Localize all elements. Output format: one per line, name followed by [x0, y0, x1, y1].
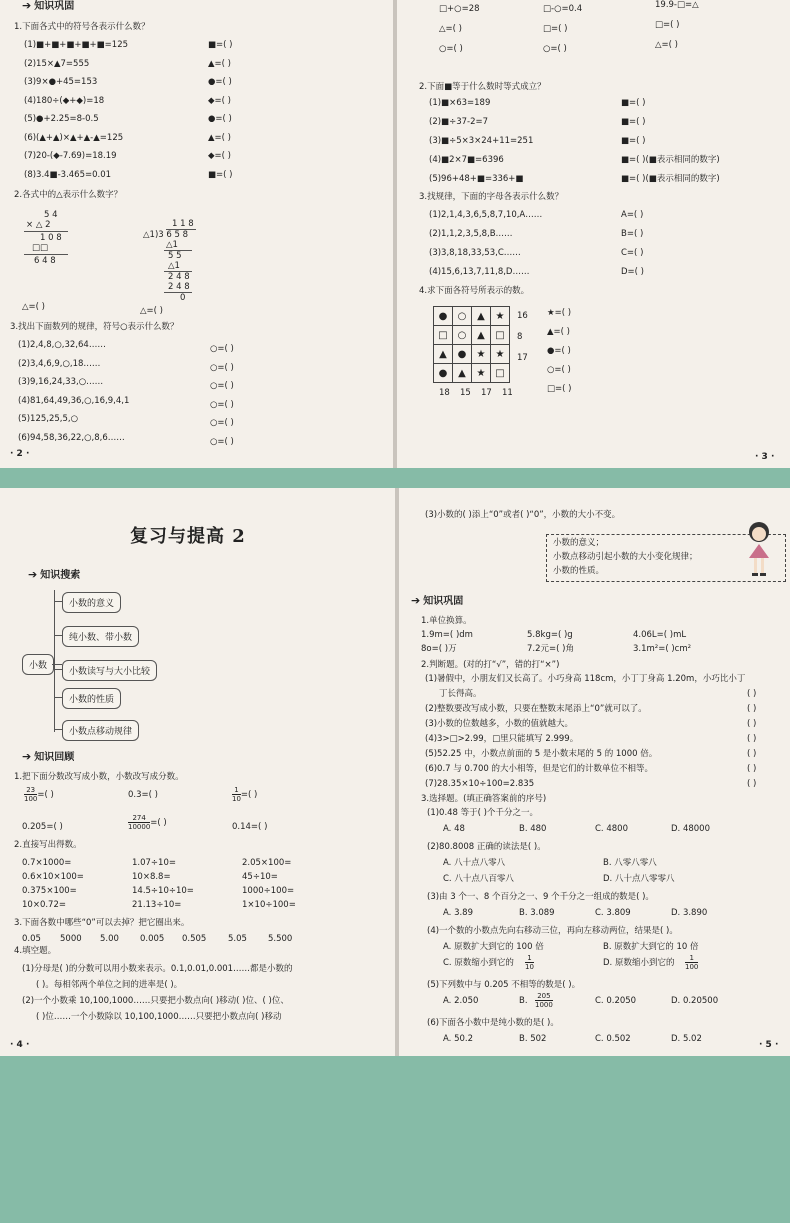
q1-answer: ■=( ) [208, 169, 233, 180]
fraction [525, 954, 534, 971]
question-2: 2.下面■等于什么数时等式成立？ [419, 82, 546, 92]
q1-equation: (3)9×●+45=153 [24, 77, 98, 87]
q1-equation: (1)■+■+■+■+■=125 [24, 40, 129, 50]
section-header: ➔ 知识巩固 [411, 594, 464, 607]
mult-line-3: 1 0 8 [40, 233, 62, 243]
choice-option: D. 3.890 [671, 908, 708, 918]
q2-expression: 10×8.8= [132, 872, 171, 882]
page-number: · 3 · [755, 452, 775, 462]
q1-answer: ◆=( ) [208, 151, 231, 161]
unit-conversion: 5.8kg=( )g [527, 630, 573, 640]
connector [54, 601, 62, 602]
grid-row [434, 345, 510, 364]
numerator: 274 [128, 814, 150, 823]
top-ans-2: □=( ) [543, 24, 568, 34]
col-sum: 11 [502, 388, 513, 398]
unit-conversion: 3.1m²=( )cm² [633, 644, 692, 654]
q2-expression: 21.13÷10= [132, 900, 182, 910]
unit-conversion: 1.9m=( )dm [421, 630, 473, 640]
grid-cell: □ [434, 326, 453, 345]
connector [54, 729, 62, 730]
grid-cell: ▲ [434, 345, 453, 364]
fraction-tail: =( ) [150, 818, 167, 828]
frame-line-3: 小数的性质。 [553, 566, 605, 576]
unit-conversion: 8o=( )万 [421, 644, 457, 654]
choice-option: A. 50.2 [443, 1034, 473, 1044]
q2-expression: 1×10÷100= [242, 900, 296, 910]
mindmap-center: 小数 [22, 654, 54, 675]
fraction [24, 786, 37, 803]
fraction [535, 992, 553, 1009]
q1-item [232, 786, 257, 803]
q1-equation: (2)15×▲7=555 [24, 58, 90, 69]
grid-row [434, 326, 510, 345]
q1-answer: ▲=( ) [208, 132, 231, 143]
review-header: ➔ 知识回顾 [22, 750, 75, 763]
q1-answer: ●=( ) [208, 114, 232, 124]
q4-2a: (2)一个小数乘 10,100,1000……只要把小数点向( )移动( )位、( )位、 [22, 996, 289, 1006]
q2-answer: ■=( )(■表示相同的数字) [621, 155, 720, 165]
fraction [128, 814, 150, 831]
denominator: 10000 [128, 823, 151, 831]
q3-number: 5000 [60, 934, 82, 944]
q3-number: 0.05 [22, 934, 41, 944]
grid-cell: ● [434, 307, 453, 326]
grid-cell: □ [491, 326, 510, 345]
q1-equation: (4)180÷(◆+◆)=18 [24, 95, 105, 106]
q1-answer: ◆=( ) [208, 95, 231, 106]
grid-row [434, 307, 510, 326]
choice-option-fraction [525, 954, 534, 971]
mindmap-node: 纯小数、带小数 [62, 626, 139, 647]
choice-option: A. 八十点八零八 [443, 858, 506, 868]
q1-answer: ●=( ) [208, 77, 232, 87]
fraction-tail: =( ) [240, 790, 258, 800]
question-2: 2.各式中的△表示什么数字？ [14, 190, 123, 200]
denominator: 100 [685, 963, 699, 971]
numerator: 1 [525, 954, 534, 963]
q4-3: (3)小数的( )添上“0”或者( )“0”，小数的大小不变。 [425, 510, 621, 520]
numerator: 23 [24, 786, 37, 795]
choice-option-fraction [535, 992, 553, 1009]
question-2: 2.直接写出得数。 [14, 840, 82, 850]
judgement-answer-box: ( ) [747, 704, 757, 714]
judgement-item: (2)整数要改写成小数，只要在整数末尾添上“0”就可以了。 [425, 704, 647, 714]
choice-option: B. [519, 996, 528, 1006]
question-4: 4.填空题。 [14, 946, 57, 956]
top-ans-1: △=( ) [439, 24, 462, 34]
q1-equation: (7)20-(◆-7.69)=18.19 [24, 151, 117, 161]
q2-equation: (2)■÷37-2=7 [429, 117, 489, 127]
choice-option: D. 5.02 [671, 1034, 702, 1044]
grid-cell: ★ [491, 307, 510, 326]
q2-equation: (1)■×63=189 [429, 98, 491, 108]
choice-question: (1)0.48 等于( )个千分之一。 [427, 808, 539, 818]
col-sum: 18 [439, 388, 450, 398]
row-sum: 17 [517, 353, 528, 363]
numerator: 1 [232, 786, 241, 795]
q3-answer: D=( ) [621, 267, 645, 277]
col-sum: 17 [481, 388, 492, 398]
top-ans-4: ○=( ) [439, 44, 463, 54]
page-number: · 4 · [10, 1040, 30, 1050]
q1-equation: (5)●+2.25=8-0.5 [24, 114, 99, 124]
question-3: 3.下面各数中哪些“0”可以去掉？把它圈出来。 [14, 918, 190, 928]
choice-option: B. 原数扩大到它的 10 倍 [603, 942, 699, 952]
q1-answer: ▲=( ) [208, 58, 231, 69]
q1-answer: ■=( ) [208, 40, 233, 50]
fraction [685, 954, 698, 971]
choice-option: C. 0.2050 [595, 996, 637, 1006]
top-ans-6: △=( ) [655, 40, 678, 50]
frame-line-1: 小数的意义； [553, 538, 605, 548]
choice-option: A. 原数扩大到它的 100 倍 [443, 942, 544, 952]
fraction-tail: =( ) [37, 790, 54, 800]
q1-equation: (8)3.4■-3.465=0.01 [24, 169, 112, 180]
div-dividend: △1)3 6 5 8 [143, 230, 188, 240]
q4-1a: (1)分母是( )的分数可以用小数来表示。0.1,0.01,0.001……都是小数的 [22, 964, 293, 974]
top-eq-3: 19.9-□=△ [655, 0, 699, 10]
page-4 [0, 488, 395, 1056]
mult-line-1: 5 4 [44, 210, 58, 220]
denominator: 1000 [535, 1001, 553, 1009]
mult-line-4: □□ [32, 243, 49, 253]
q3-sequence: (1)2,1,4,3,6,5,8,7,10,A…… [429, 210, 543, 220]
q1-item [128, 814, 167, 831]
div-r4: 2 4 8 [168, 272, 190, 282]
grid-cell: ▲ [472, 326, 491, 345]
denominator: 10 [232, 795, 241, 803]
judgement-answer-box: ( ) [747, 764, 757, 774]
q2-answer: ■=( ) [621, 117, 646, 127]
page-title: 复习与提高 2 [130, 526, 246, 547]
q1-item: 0.14=( ) [232, 822, 268, 832]
choice-option: D. 48000 [671, 824, 710, 834]
div-r2: 5 5 [168, 251, 182, 261]
page-number: · 5 · [759, 1040, 779, 1050]
q3-number: 5.05 [228, 934, 247, 944]
grid-cell: ○ [453, 307, 472, 326]
q2-equation: (4)■2×7■=6396 [429, 155, 504, 165]
choice-option: A. 48 [443, 824, 465, 834]
grid-cell: ▲ [453, 364, 472, 383]
grid-cell: ★ [472, 364, 491, 383]
fraction [232, 786, 241, 803]
q2-answer: ■=( ) [621, 98, 646, 108]
q3-answer: C=( ) [621, 248, 644, 258]
top-ans-3: □=( ) [655, 20, 680, 30]
denominator: 10 [525, 963, 534, 971]
div-quotient: 1 1 8 [172, 219, 194, 229]
choice-question: (3)由 3 个一、8 个百分之一、9 个千分之一组成的数是( )。 [427, 892, 654, 902]
q3-sequence: (2)1,1,2,3,5,8,B…… [429, 229, 513, 239]
mindmap-node: 小数点移动规律 [62, 720, 139, 741]
q2-answer-right: △=( ) [140, 306, 163, 316]
mult-line-2: × △ 2 [26, 220, 51, 230]
q3-sequence: (3)9,16,24,33,○…… [18, 377, 104, 387]
col-sum: 15 [460, 388, 471, 398]
q3-number: 5.500 [268, 934, 293, 944]
page-2 [0, 0, 393, 468]
judgement-answer-box: ( ) [747, 749, 757, 759]
judgement-answer-box: ( ) [747, 779, 757, 789]
judgement-item: (6)0.7 与 0.700 的大小相等，但是它们的计数单位不相等。 [425, 764, 653, 774]
row-sum: 8 [517, 332, 523, 342]
q2-expression: 14.5÷10÷10= [132, 886, 194, 896]
q3-answer: ○=( ) [210, 436, 234, 447]
q4-answer: ●=( ) [547, 346, 571, 356]
grid-cell: ○ [453, 326, 472, 345]
section-header: ➔ 知识巩固 [22, 0, 75, 12]
q4-answer: ○=( ) [547, 365, 571, 375]
q2-expression: 1.07÷10= [132, 858, 176, 868]
choice-option: D. 0.20500 [671, 996, 719, 1006]
page-5 [399, 488, 790, 1056]
choice-option: B. 3.089 [519, 908, 555, 918]
q3-sequence: (6)94,58,36,22,○,8,6…… [18, 432, 125, 443]
q2-answer: ■=( )(■表示相同的数字) [621, 174, 720, 184]
q3-sequence: (4)15,6,13,7,11,8,D…… [429, 267, 530, 277]
choice-option: D. 八十点八零零八 [603, 874, 675, 884]
div-r6: 0 [180, 293, 186, 303]
grid-cell: ▲ [472, 307, 491, 326]
frame-line-2: 小数点移动引起小数的大小变化规律； [553, 552, 698, 562]
connector [54, 635, 62, 636]
question-3: 3.选择题。(填正确答案前的序号) [421, 794, 547, 804]
choice-option: D. 原数缩小到它的 [603, 958, 675, 968]
q3-sequence: (5)125,25,5,○ [18, 414, 79, 424]
q2-expression: 10×0.72= [22, 900, 66, 910]
judgement-item: (1)暑假中，小朋友们又长高了。小巧身高 118cm，小丁丁身高 1.20m，小巧比小丁 [425, 674, 746, 684]
mindmap-node: 小数的性质 [62, 688, 121, 709]
q1-item: 0.205=( ) [22, 822, 63, 832]
q4-1b: ( )。每相邻两个单位之间的进率是( )。 [36, 980, 183, 990]
question-4: 4.求下面各符号所表示的数。 [419, 286, 530, 296]
question-3: 3.找出下面数列的规律，符号○表示什么数？ [10, 322, 179, 332]
q3-answer: ○=( ) [210, 344, 234, 354]
q3-sequence: (4)81,64,49,36,○,16,9,4,1 [18, 395, 130, 406]
choice-option: B. 480 [519, 824, 547, 834]
judgement-item: (5)52.25 中，小数点前面的 5 是小数末尾的 5 的 1000 倍。 [425, 749, 658, 759]
choice-option-fraction [685, 954, 698, 971]
q3-sequence: (2)3,4,6,9,○,18…… [18, 358, 101, 369]
q3-answer: ○=( ) [210, 362, 234, 373]
q4-2b: ( )位……一个小数除以 10,100,1000……只要把小数点向( )移动 [36, 1012, 282, 1022]
q3-answer: A=( ) [621, 210, 644, 220]
grid-cell: ★ [491, 345, 510, 364]
page-number: · 2 · [10, 449, 30, 459]
grid-cell: ● [434, 364, 453, 383]
connector [54, 697, 62, 698]
choice-option: B. 八零八零八 [603, 858, 657, 868]
choice-option: C. 0.502 [595, 1034, 631, 1044]
girl-illustration [737, 518, 783, 584]
connector [54, 669, 62, 670]
question-1: 1.把下面分数改写成小数，小数改写成分数。 [14, 772, 184, 782]
q2-expression: 0.7×1000= [22, 858, 72, 868]
q1-item: 0.3=( ) [128, 790, 158, 800]
q1-item [24, 786, 54, 803]
q3-number: 5.00 [100, 934, 119, 944]
choice-option: C. 3.809 [595, 908, 631, 918]
symbol-grid [433, 306, 510, 383]
question-1: 1.单位换算。 [421, 616, 472, 626]
choice-option: A. 3.89 [443, 908, 473, 918]
choice-question: (4)一个数的小数点先向右移动三位，再向左移动两位，结果是( )。 [427, 926, 678, 936]
choice-option: C. 原数缩小到它的 [443, 958, 514, 968]
search-header: ➔ 知识搜索 [28, 568, 81, 581]
q1-equation: (6)(▲+▲)×▲+▲-▲=125 [24, 132, 124, 143]
top-eq-1: □+○=28 [439, 4, 480, 14]
judgement-item: (7)28.35×10÷100=2.835 [425, 779, 535, 789]
q2-equation: (5)96+48+■=336+■ [429, 174, 524, 184]
q2-answer-left: △=( ) [22, 302, 45, 312]
question-2: 2.判断题。(对的打“√”，错的打“×”) [421, 660, 560, 670]
mult-line-5: 6 4 8 [34, 256, 56, 266]
choice-option: C. 4800 [595, 824, 628, 834]
div-r5: 2 4 8 [168, 282, 190, 292]
div-r3: △1 [168, 261, 180, 271]
q4-answer: □=( ) [547, 384, 572, 394]
q4-answer: ▲=( ) [547, 327, 570, 337]
mindmap-node: 小数的意义 [62, 592, 121, 613]
q3-number: 0.505 [182, 934, 207, 944]
q2-expression: 2.05×100= [242, 858, 292, 868]
question-3: 3.找规律，下面的字母各表示什么数？ [419, 192, 564, 202]
q2-expression: 45÷10= [242, 872, 278, 882]
unit-conversion: 4.06L=( )mL [633, 630, 687, 640]
judgement-answer-box: ( ) [747, 689, 757, 699]
page-3 [397, 0, 790, 468]
choice-question: (2)80.8008 正确的读法是( )。 [427, 842, 546, 852]
judgement-answer-box: ( ) [747, 719, 757, 729]
top-eq-2: □-○=0.4 [543, 4, 583, 14]
q3-number: 0.005 [140, 934, 165, 944]
q3-sequence: (3)3,8,18,33,53,C…… [429, 248, 521, 258]
q2-answer: ■=( ) [621, 136, 646, 146]
q4-answer: ★=( ) [547, 308, 572, 318]
q2-expression: 0.6×10×100= [22, 872, 84, 882]
choice-option: C. 八十点八百零八 [443, 874, 514, 884]
numerator: 1 [685, 954, 698, 963]
denominator: 100 [24, 795, 38, 803]
choice-option: B. 502 [519, 1034, 547, 1044]
q3-answer: ○=( ) [210, 381, 234, 391]
choice-question: (6)下面各小数中是纯小数的是( )。 [427, 1018, 559, 1028]
q3-answer: B=( ) [621, 229, 644, 239]
judgement-item: (4)3>□>2.99，□里只能填写 2.999。 [425, 734, 579, 744]
judgement-item: (3)小数的位数越多，小数的值就越大。 [425, 719, 574, 729]
grid-row [434, 364, 510, 383]
choice-question: (5)下列数中与 0.205 不相等的数是( )。 [427, 980, 581, 990]
numerator: 205 [535, 992, 553, 1001]
q3-sequence: (1)2,4,8,○,32,64…… [18, 340, 106, 350]
question-1: 1.下面各式中的符号各表示什么数？ [14, 22, 150, 32]
choice-option: A. 2.050 [443, 996, 479, 1006]
judgement-answer-box: ( ) [747, 734, 757, 744]
grid-cell: ★ [472, 345, 491, 364]
grid-cell: ● [453, 345, 472, 364]
q2-equation: (3)■÷5×3×24+11=251 [429, 136, 534, 146]
top-ans-5: ○=( ) [543, 44, 567, 54]
row-sum: 16 [517, 311, 528, 321]
unit-conversion: 7.2元=( )角 [527, 644, 574, 654]
q2-expression: 1000÷100= [242, 886, 295, 896]
judgement-item: 丁长得高。 [439, 689, 482, 699]
q2-expression: 0.375×100= [22, 886, 77, 896]
div-r1: △1 [166, 240, 178, 250]
mindmap-node: 小数读写与大小比较 [62, 660, 157, 681]
q3-answer: ○=( ) [210, 418, 234, 428]
grid-cell: □ [491, 364, 510, 383]
q3-answer: ○=( ) [210, 399, 234, 410]
